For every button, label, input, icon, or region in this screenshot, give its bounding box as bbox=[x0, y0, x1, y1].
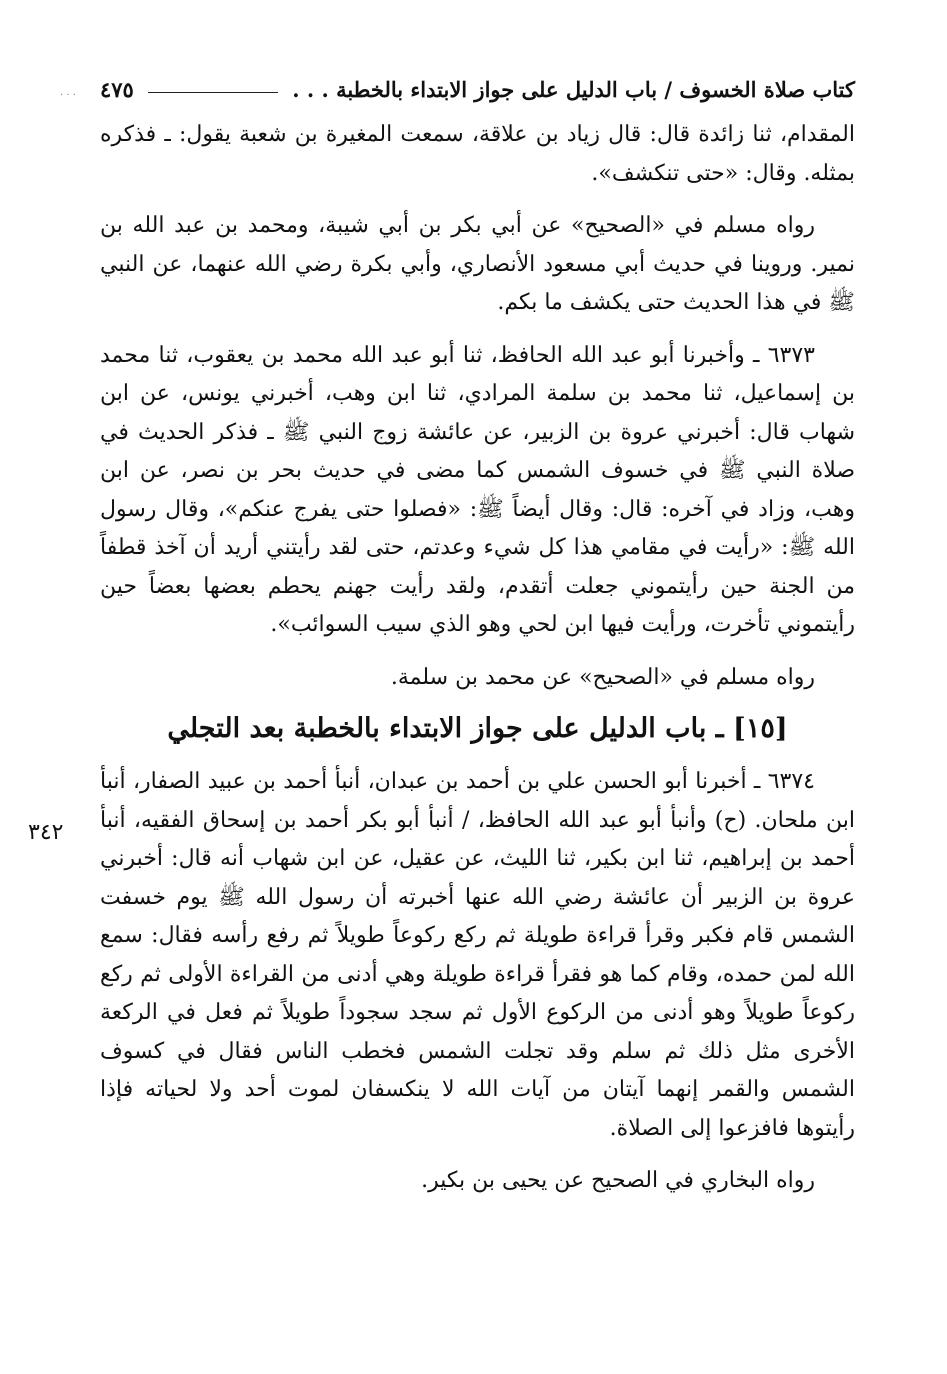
header-title: كتاب صلاة الخسوف / باب الدليل على جواز الابتداء بالخطبة . . . bbox=[292, 76, 855, 102]
margin-reference-number: ٣٤٢ bbox=[28, 820, 64, 845]
header-rule bbox=[148, 92, 278, 93]
paragraph-block-3 bbox=[100, 337, 855, 645]
paragraph-block-6 bbox=[100, 1162, 855, 1201]
paragraph-block-2 bbox=[100, 207, 855, 323]
section-heading: [١٥] ـ باب الدليل على جواز الابتداء بالخطبة بعد التجلي bbox=[167, 713, 788, 744]
running-header bbox=[100, 68, 855, 110]
page-content bbox=[100, 68, 855, 1201]
paragraph-5: ٦٣٧٤ ـ أخبرنا أبو الحسن علي بن أحمد بن عبدان، أنبأ أحمد بن عبيد الصفار، أنبأ ابن ملحان. (ح) وأنبأ أبو عبد الله الحافظ، / أنبأ أبو بكر أحمد بن إسحاق الفقيه، أنبأ أحمد بن إبراهيم، ثنا ابن بكير، ثنا الليث، عن عقيل، عن ابن شهاب أنه قال: أخبرني عروة بن الزبير أن عائشة رضي الله عنها أخبرته أن رسول الله ﷺ يوم خسفت الشمس قام فكبر وقرأ قراءة طويلة ثم ركع ركوعاً طويلاً ثم رفع رأسه فقال: سمع الله لمن حمده، وقام كما هو فقرأ قراءة طويلة وهي أدنى من القراءة الأولى ثم ركع ركوعاً طويلاً وهو أدنى من الركوع الأول ثم سجد سجوداً طويلاً ثم فعل في الركعة الأخرى مثل ذلك ثم سلم وقد تجلت الشمس فخطب الناس فقال في كسوف الشمس والقمر إنهما آيتان من آيات الله لا ينكسفان لموت أحد ولا لحياته فإذا رأيتوها فافزعوا إلى الصلاة. bbox=[100, 769, 855, 1141]
paragraph-block-4 bbox=[100, 659, 855, 698]
paragraph-block-1 bbox=[100, 116, 855, 193]
paragraph-block-5 bbox=[100, 763, 855, 1148]
paragraph-3: ٦٣٧٣ ـ وأخبرنا أبو عبد الله الحافظ، ثنا أبو عبد الله محمد بن يعقوب، ثنا محمد بن إسماعيل، ثنا محمد بن سلمة المرادي، ثنا ابن وهب، أخبرني يونس، عن ابن شهاب قال: أخبرني عروة بن الزبير، عن عائشة زوج النبي ﷺ ـ فذكر الحديث في صلاة النبي ﷺ في خسوف الشمس كما مضى في حديث بحر بن نصر، عن ابن وهب، وزاد في آخره: قال: وقال أيضاً ﷺ: «فصلوا حتى يفرج عنكم»، وقال رسول الله ﷺ: «رأيت في مقامي هذا كل شيء وعدتم، حتى لقد رأيتني أريد أن آخذ قطفاً من الجنة حين رأيتموني جعلت أتقدم، ولقد رأيت جهنم يحطم بعضها بعضاً حين رأيتموني تأخرت، ورأيت فيها ابن لحي وهو الذي سيب السوائب». bbox=[100, 342, 855, 637]
paragraph-4: رواه مسلم في «الصحيح» عن محمد بن سلمة. bbox=[390, 664, 815, 690]
paragraph-2: رواه مسلم في «الصحيح» عن أبي بكر بن أبي شيبة، ومحمد بن عبد الله بن نمير. وروينا في حديث أبي مسعود الأنصاري، وأبي بكرة رضي الله عنهما، عن النبي ﷺ في هذا الحديث حتى يكشف ما بكم. bbox=[100, 213, 855, 315]
page-number: ٤٧٥ bbox=[100, 76, 134, 102]
scan-mark: · · · bbox=[60, 90, 76, 101]
paragraph-1: المقدام، ثنا زائدة قال: قال زياد بن علاقة، سمعت المغيرة بن شعبة يقول: ـ فذكره بمثله. وقال: «حتى تنكشف». bbox=[100, 122, 855, 186]
paragraph-6: رواه البخاري في الصحيح عن يحيى بن بكير. bbox=[421, 1168, 815, 1193]
